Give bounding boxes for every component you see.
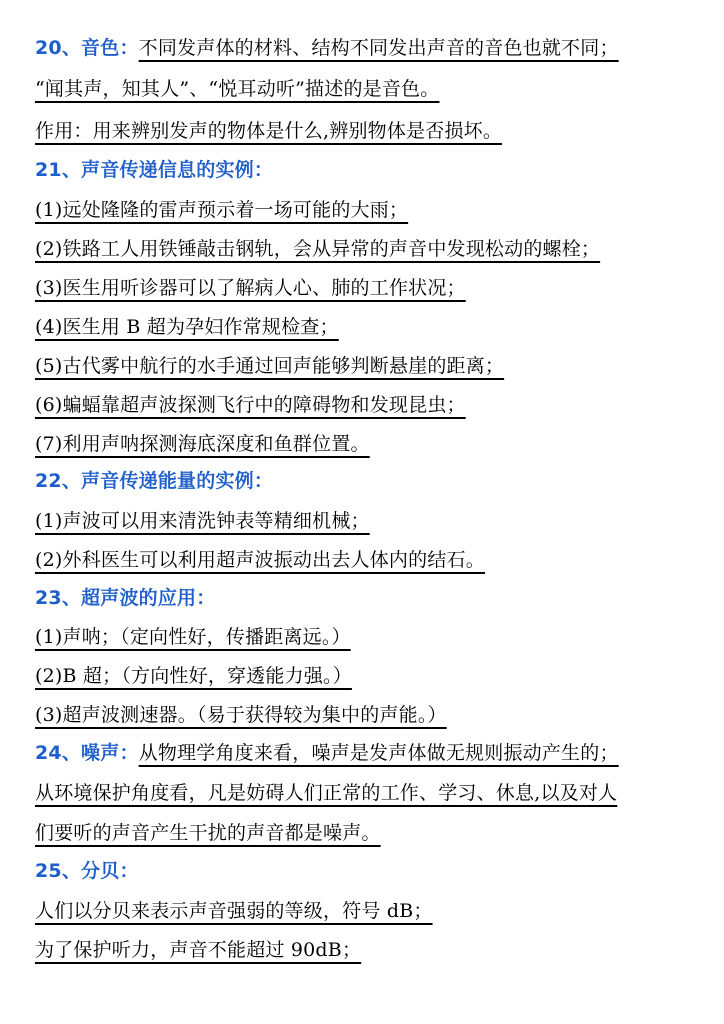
list-item: (5)古代雾中航行的水手通过回声能够判断悬崖的距离； (35, 355, 505, 377)
list-item: (1)声呐；（定向性好，传播距离远。） (35, 626, 351, 648)
list-item: (3)医生用听诊器可以了解病人心、肺的工作状况； (35, 277, 466, 299)
list-item: (2)铁路工人用铁锤敲击钢轨，会从异常的声音中发现松动的螺栓； (35, 238, 601, 260)
list-item: (1)远处隆隆的雷声预示着一场可能的大雨； (35, 199, 409, 221)
list-item: (1)声波可以用来清洗钟表等精细机械； (35, 510, 370, 532)
section-20-example: “闻其声，知其人”、“悦耳动听”描述的是音色。 (35, 78, 440, 100)
section-25-limit: 为了保护听力，声音不能超过 90dB； (35, 939, 362, 961)
section-20-usage: 作用：用来辨别发声的物体是什么,辨别物体是否损坏。 (35, 120, 503, 142)
section-22-heading: 22、声音传递能量的实例： (35, 470, 274, 492)
section-24-env-definition-cont: 们要听的声音产生干扰的声音都是噪声。 (35, 822, 381, 844)
list-item: (2)B 超；（方向性好，穿透能力强。） (35, 665, 352, 687)
section-24-heading: 24、噪声： (35, 742, 139, 764)
list-item: (6)蝙蝠靠超声波探测飞行中的障碍物和发现昆虫； (35, 394, 466, 416)
list-item: (4)医生用 B 超为孕妇作常规检查； (35, 316, 339, 338)
section-24-definition: 从物理学角度来看，噪声是发声体做无规则振动产生的； (138, 742, 619, 764)
section-21-heading: 21、声音传递信息的实例： (35, 159, 274, 181)
section-25-definition: 人们以分贝来表示声音强弱的等级，符号 dB； (35, 900, 433, 922)
section-24-env-definition: 从环境保护角度看，凡是妨碍人们正常的工作、学习、休息,以及对人 (35, 782, 618, 804)
list-item: (3)超声波测速器。（易于获得较为集中的声能。） (35, 704, 447, 726)
section-25-heading: 25、分贝： (35, 860, 139, 882)
list-item: (7)利用声呐探测海底深度和鱼群位置。 (35, 433, 370, 455)
section-20-definition: 不同发声体的材料、结构不同发出声音的音色也就不同； (138, 37, 619, 59)
section-20-line-1 (35, 30, 619, 66)
list-item: (2)外科医生可以利用超声波振动出去人体内的结石。 (35, 549, 485, 571)
section-20-heading: 20、音色： (35, 37, 139, 59)
section-24-line-1 (35, 735, 619, 771)
section-23-heading: 23、超声波的应用： (35, 587, 216, 609)
